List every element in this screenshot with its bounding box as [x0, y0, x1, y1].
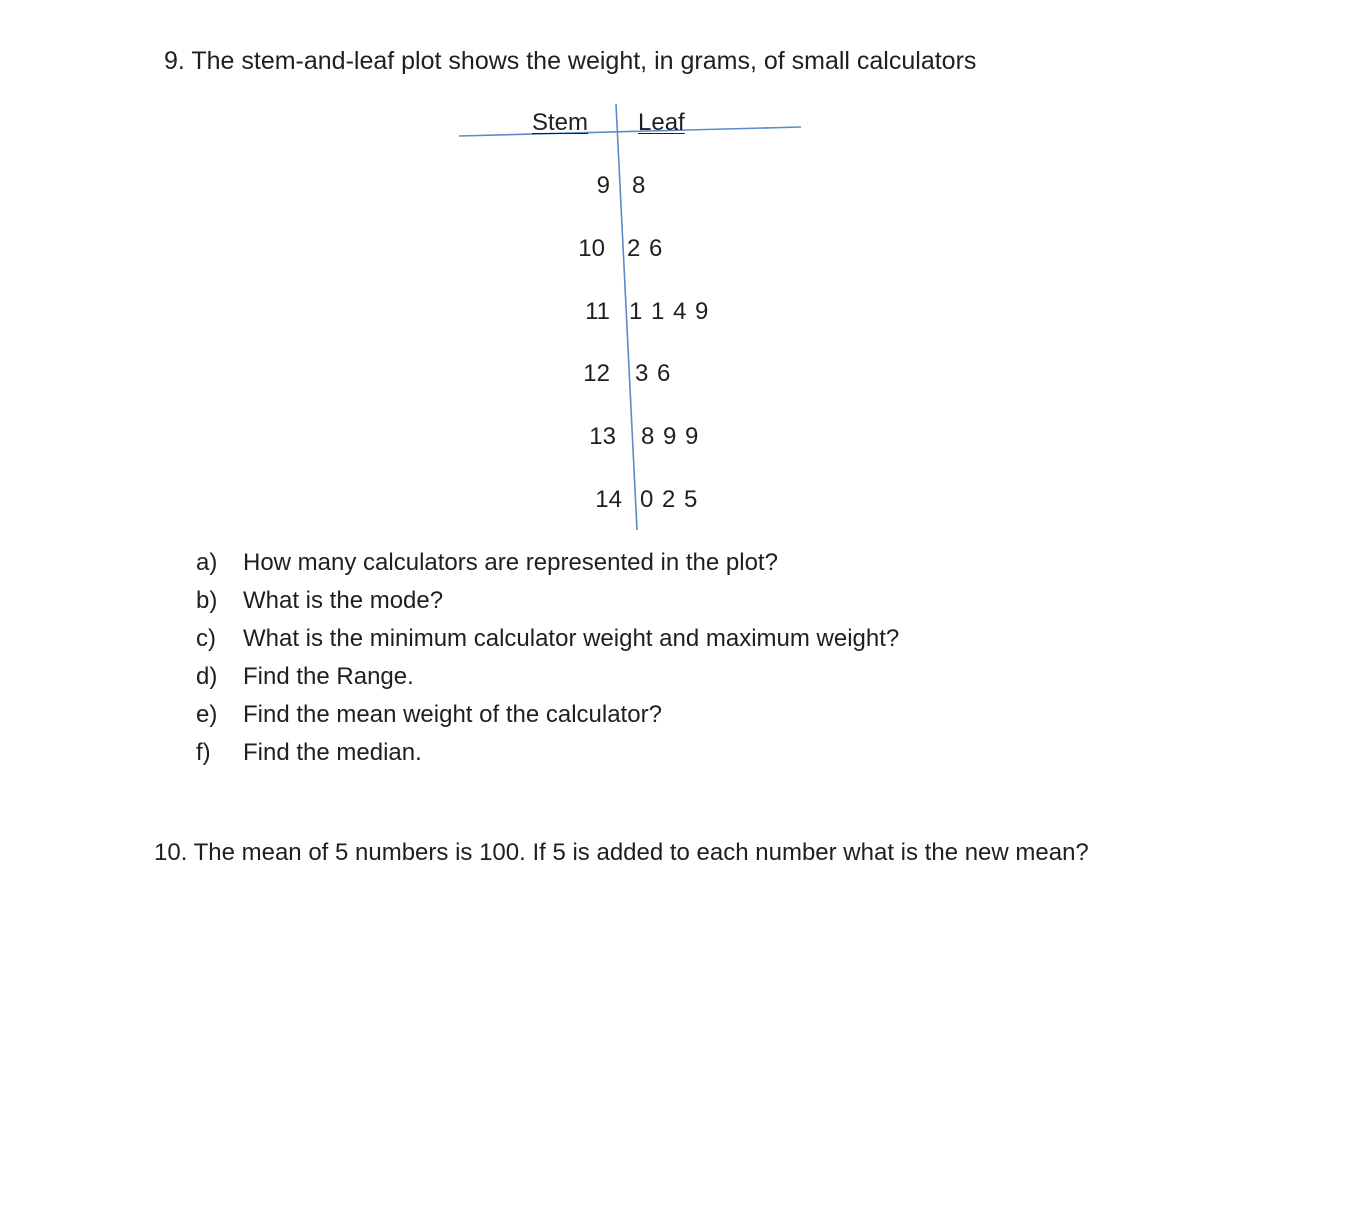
leaf-values: 3 6 — [635, 360, 672, 387]
sub-question-text: Find the mean weight of the calculator? — [243, 701, 662, 728]
sub-question-text: Find the Range. — [243, 663, 414, 690]
leaf-values: 8 9 9 — [641, 423, 700, 450]
stem-value: 10 — [578, 235, 605, 262]
question-9-title: 9. The stem-and-leaf plot shows the weight, in grams, of small calculators — [164, 47, 977, 75]
stem-value: 12 — [583, 360, 610, 387]
sub-question-marker: a) — [196, 549, 218, 576]
leaf-values: 1 1 4 9 — [629, 298, 710, 325]
sub-question-text: What is the mode? — [243, 587, 444, 614]
leaf-values: 8 — [632, 172, 647, 199]
leaf-values: 0 2 5 — [640, 486, 699, 513]
header-rule — [459, 127, 801, 136]
plot-lines — [0, 0, 1345, 560]
sub-question-text: What is the minimum calculator weight and maximum weight? — [243, 625, 900, 652]
question-10-text: 10. The mean of 5 numbers is 100. If 5 is added to each number what is the new mean? — [154, 839, 1089, 866]
stem-value: 14 — [595, 486, 622, 513]
sub-question-marker: d) — [196, 663, 218, 690]
stem-value: 13 — [589, 423, 616, 450]
stem-and-leaf-plot — [0, 0, 1345, 560]
sub-question-marker: f) — [196, 739, 211, 766]
leaf-header: Leaf — [638, 109, 685, 136]
sub-question-marker: e) — [196, 701, 218, 728]
sub-question-text: Find the median. — [243, 739, 422, 766]
leaf-values: 2 6 — [627, 235, 664, 262]
stem-value: 9 — [596, 172, 610, 199]
stem-header: Stem — [532, 109, 589, 136]
sub-question-text: How many calculators are represented in the plot? — [243, 549, 778, 576]
stem-value: 11 — [585, 298, 610, 325]
sub-question-marker: b) — [196, 587, 218, 614]
sub-question-marker: c) — [196, 625, 216, 652]
